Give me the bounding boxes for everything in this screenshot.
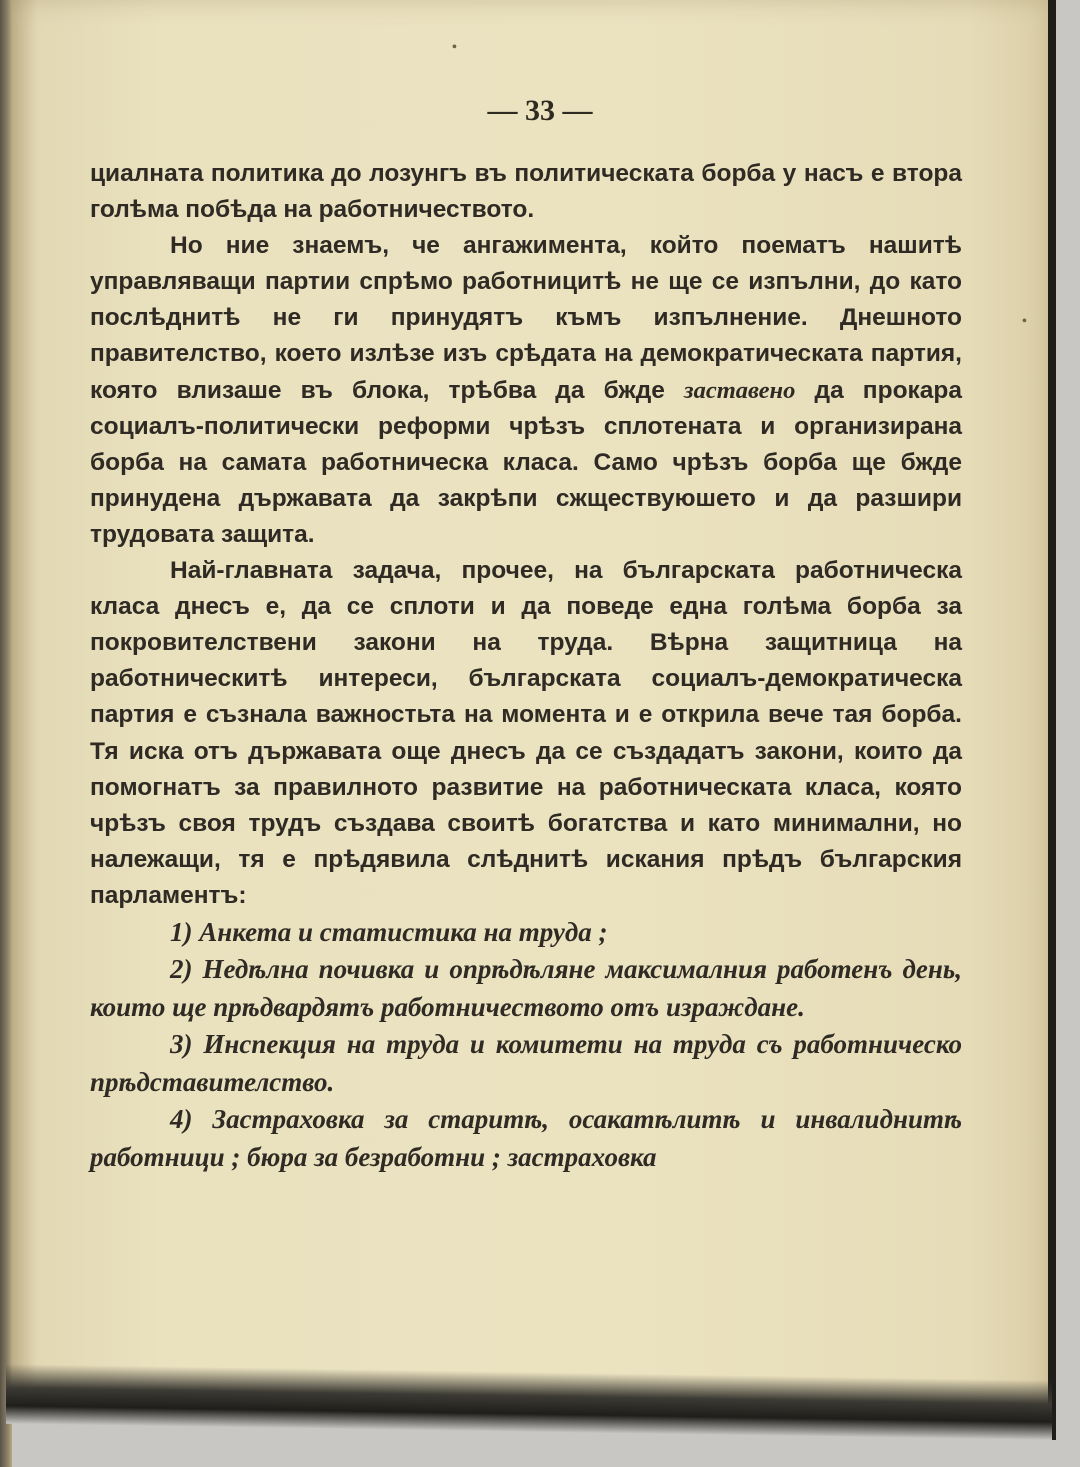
speck-mark: •: [1022, 314, 1027, 329]
page-right-edge: [1048, 0, 1056, 1440]
page-body: [90, 156, 962, 1176]
page-number: — 33 —: [487, 94, 593, 127]
demands-list: [90, 914, 962, 1177]
emphasis-text: заставено: [684, 376, 796, 404]
paragraph-government: [90, 228, 962, 553]
book-spine: [0, 0, 12, 1467]
demand-item: 1) Анкета и статистика на труда ;: [170, 916, 608, 947]
demand-item: 2) Недѣлна почивка и опрѣдѣляне максималния работенъ день, които ще прѣдвардятъ работничеството отъ израждане.: [90, 954, 962, 1022]
paragraph-text: да прокара социалъ-политически реформи чрѣзъ сплотената и организирана борба на самата работническа класа. Само чрѣзъ борба ще бжде принудена държавата да закрѣпи сжществуюшето и да разшири трудовата защита.: [90, 376, 963, 548]
demand-item: 4) Застраховка за старитѣ, осакатѣлитѣ и инвалиднитѣ работници ; бюра за безработни ; застраховка: [90, 1104, 962, 1172]
paragraph-continued: циалната политика до лозунгъ въ политическата борба у насъ е втора голѣма побѣда на работничеството.: [90, 160, 962, 224]
demand-item: 3) Инспекция на труда и комитети на труда съ работническо прѣдставителство.: [90, 1029, 962, 1097]
speck-mark: •: [452, 40, 457, 55]
paragraph-main-task: Най-главната задача, прочее, на българската работническа класа днесъ е, да се сплоти и да поведе една голѣма борба за покровителствени закони на труда. Вѣрна защитница на работническитѣ интереси, българската социалъ-демократическа партия е съзнала важностьта на момента и е открила вече тая борба. Тя иска отъ държавата още днесъ да се създадатъ закони, които да помогнатъ за правилното развитие на работническата класа, която чрѣзъ своя трудъ създава своитѣ богатства и като минимални, но належащи, тя е прѣдявила слѣднитѣ искания прѣдъ българския парламентъ:: [90, 557, 962, 909]
paragraph-text: Но ние знаемъ, че ангажимента, който поематъ нашитѣ управляващи партии спрѣмо работницитѣ не ще се изпълни, до като послѣднитѣ не ги принудятъ къмъ изпълнение. Днешното правителство, което излѣзе изъ срѣдата на демократическата партия, която влизаше въ блока, трѣбва да бжде: [90, 232, 962, 404]
